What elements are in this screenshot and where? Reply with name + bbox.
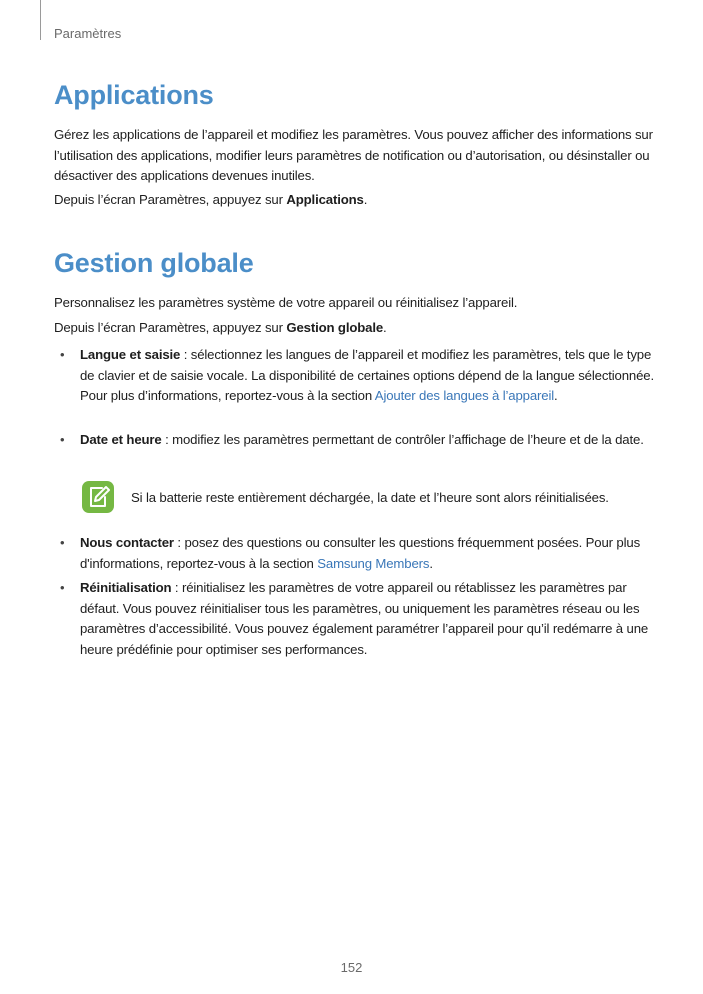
nav-target: Gestion globale [286,320,384,335]
gestion-nav [54,318,654,339]
bullet-marker: • [60,347,65,362]
bullet-term: Langue et saisie [80,347,181,362]
gestion-title: Gestion globale [54,248,254,278]
applications-nav [54,190,654,211]
bullet-end: . [554,388,558,403]
note-text: Si la batterie reste entièrement déchargée, la date et l’heure sont alors réinitialisées. [131,490,609,505]
bullet-end: . [429,555,433,571]
bullet-text [80,533,654,574]
bullet-marker: • [60,535,65,550]
note-pencil-icon [82,481,114,513]
bullet-marker: • [60,432,65,447]
section-header: Paramètres [54,26,122,41]
link-ajouter-langues[interactable]: Ajouter des langues à l’appareil [374,388,555,403]
bullet-term: Nous contacter [80,535,174,550]
bullet-text [80,578,654,660]
bullet-body: : modifiez les paramètres permettant de contrôler l’affichage de l’heure et de la date. [161,432,644,447]
bullet-term: Réinitialisation [80,580,172,595]
applications-title: Applications [54,80,214,110]
nav-prefix: Depuis l’écran Paramètres, appuyez sur [54,192,287,207]
bullet-body: : posez des questions ou consulter les questions fréquemment posées. Pour plus d'informations, reportez-vous à la section [80,535,641,571]
nav-target: Applications [286,192,364,207]
link-samsung-members[interactable]: Samsung Members [317,555,430,571]
bullet-text [80,345,654,407]
nav-prefix: Depuis l’écran Paramètres, appuyez sur [54,320,287,335]
bullet-text [80,430,654,451]
bullet-term: Date et heure [80,432,162,447]
bullet-body: : réinitialisez les paramètres de votre appareil ou rétablissez les paramètres par défaut. Vous pouvez réinitialiser tous les paramètres, ou uniquement les paramètres réseau ou les paramètres d’accessibilité. Vous pouvez également paramétrer l’appareil pour qu’il redémarre à une heure prédéfinie pour optimiser ses performances. [80,580,649,657]
nav-suffix: . [383,320,387,335]
bullet-body: : sélectionnez les langues de l’appareil et modifiez les paramètres, tels que le type de clavier et de saisie vocale. La disponibilité de certaines options dépend de la langue sélectionnée. Pour plus d’informations, reportez-vous à la section [80,347,654,403]
bullet-marker: • [60,580,65,595]
nav-suffix: . [363,192,368,207]
applications-intro: Gérez les applications de l’appareil et modifiez les paramètres. Vous pouvez afficher des informations sur l’utilisation des applications, modifier leurs paramètres de notification ou d’autorisation, ou désinstaller ou désactiver des applications devenues inutiles. [54,127,653,183]
gestion-intro: Personnalisez les paramètres système de votre appareil ou réinitialisez l’appareil. [54,295,518,310]
page-number: 152 [340,960,363,975]
header-rule [40,0,41,40]
